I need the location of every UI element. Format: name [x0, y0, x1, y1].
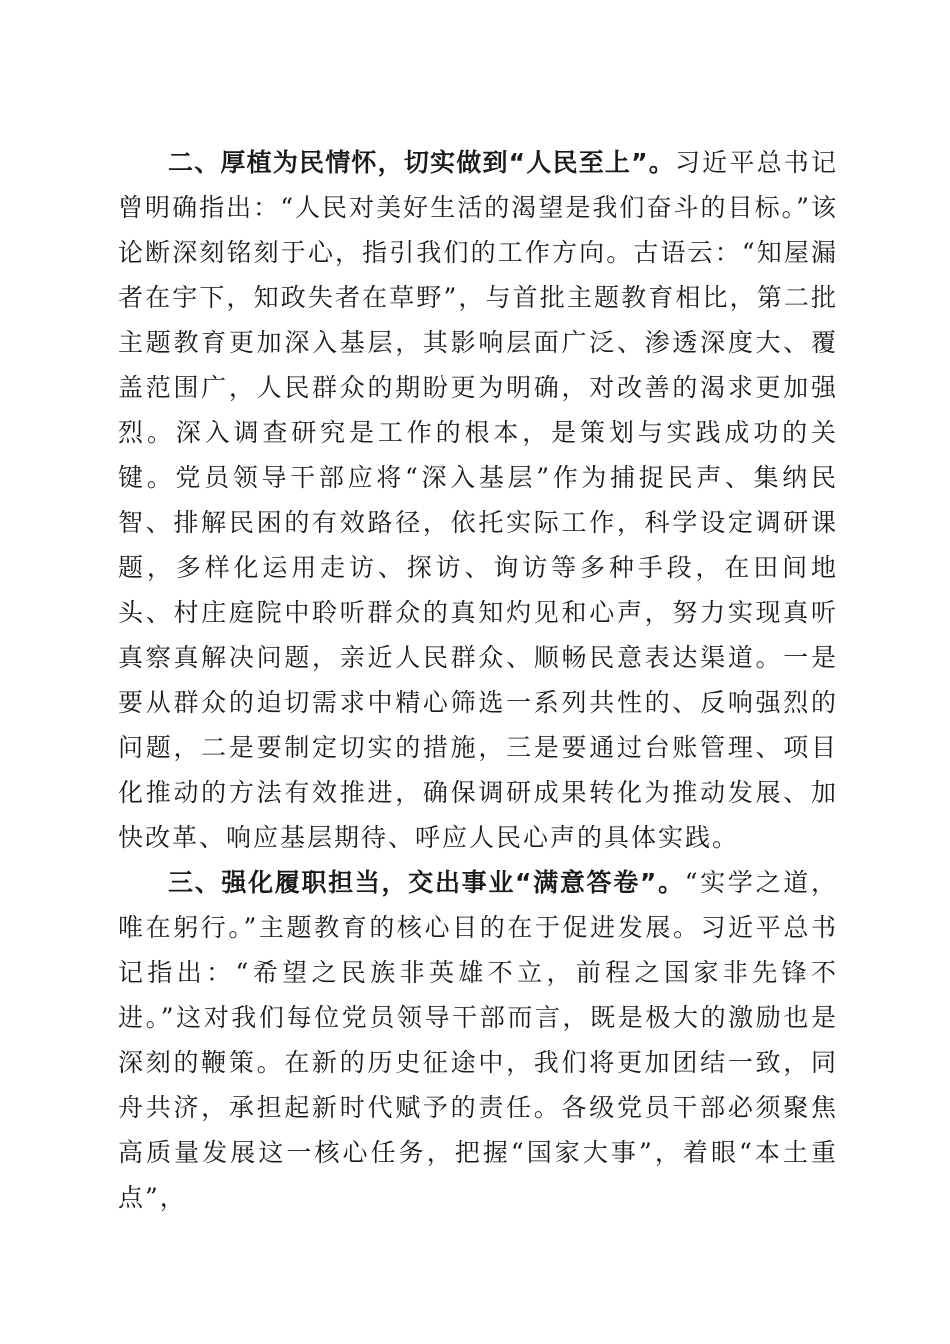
- section-three-heading: 三、强化履职担当，交出事业“满意答卷”。: [168, 868, 685, 897]
- document-body: [118, 140, 838, 1220]
- section-two-text: 习近平总书记曾明确指出：“人民对美好生活的渴望是我们奋斗的目标。”该论断深刻铭刻于心，指引我们的工作方向。古语云：“知屋漏者在宇下，知政失者在草野”，与首批主题教育相比，第二批主题教育更加深入基层，其影响层面广泛、渗透深度大、覆盖范围广，人民群众的期盼更为明确，对改善的渴求更加强烈。深入调查研究是工作的根本，是策划与实践成功的关键。党员领导干部应将“深入基层”作为捕捉民声、集纳民智、排解民困的有效路径，依托实际工作，科学设定调研课题，多样化运用走访、探访、询访等多种手段，在田间地头、村庄庭院中聆听群众的真知灼见和心声，努力实现真听真察真解决问题，亲近人民群众、顺畅民意表达渠道。一是要从群众的迫切需求中精心筛选一系列共性的、反响强烈的问题，二是要制定切实的措施，三是要通过台账管理、项目化推动的方法有效推进，确保调研成果转化为推动发展、加快改革、响应基层期待、呼应人民心声的具体实践。: [118, 148, 838, 852]
- paragraph-section-three: [118, 860, 838, 1220]
- section-two-heading: 二、厚植为民情怀，切实做到“人民至上”。: [168, 148, 675, 177]
- section-three-text: “实学之道，唯在躬行。”主题教育的核心目的在于促进发展。习近平总书记指出：“希望之民族非英雄不立，前程之国家非先锋不进。”这对我们每位党员领导干部而言，既是极大的激励也是深刻的鞭策。在新的历史征途中，我们将更加团结一致，同舟共济，承担起新时代赋予的责任。各级党员干部必须聚焦高质量发展这一核心任务，把握“国家大事”，着眼“本土重点”，: [118, 868, 839, 1212]
- paragraph-section-two: [118, 140, 838, 860]
